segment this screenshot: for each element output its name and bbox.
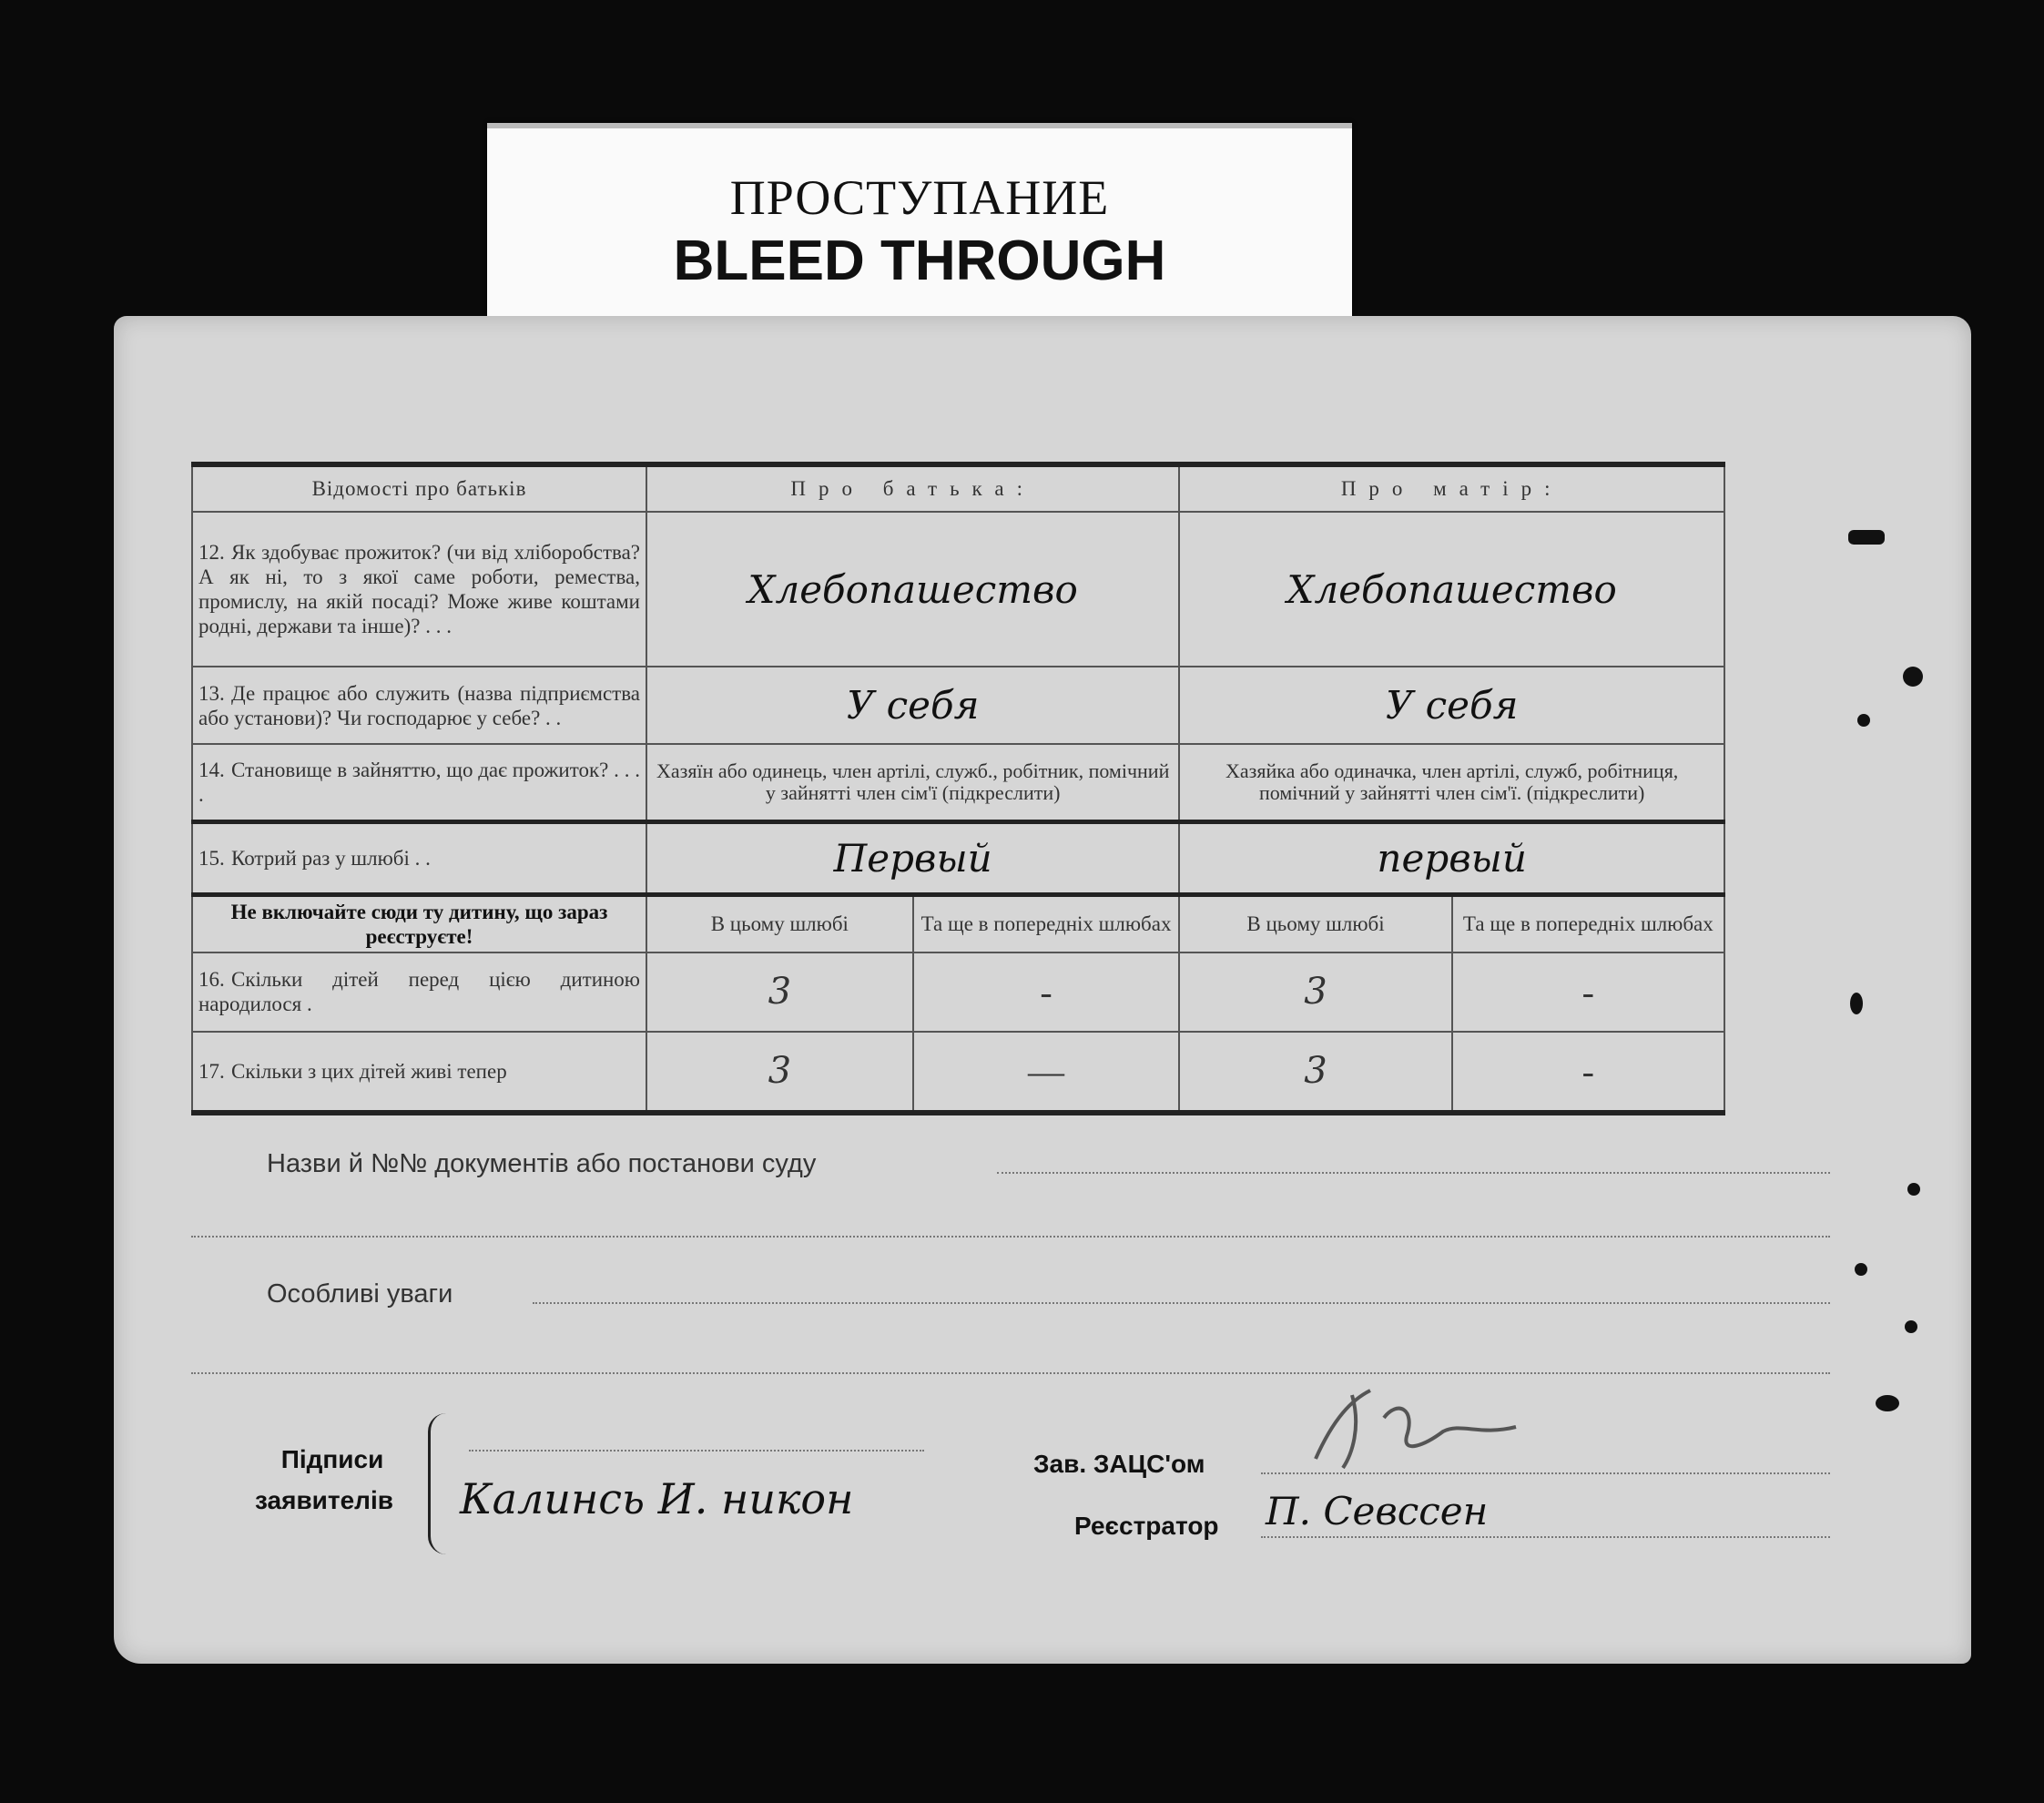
- question-number: 17.: [198, 1059, 225, 1083]
- label-line-russian: ПРОСТУПАНИЕ: [729, 170, 1110, 225]
- answer-16-mother: [1179, 952, 1724, 1032]
- header-about-mother: Про матір:: [1179, 464, 1724, 512]
- answer-15-mother: первый: [1179, 821, 1724, 894]
- answer-17-mother-this: 3: [1180, 1033, 1452, 1110]
- answer-13-mother: У себя: [1179, 667, 1724, 744]
- answer-12-father: Хлебопашество: [646, 512, 1179, 667]
- registrar-label: Реєстратор: [1074, 1512, 1219, 1540]
- remarks-dotted-line: [533, 1302, 1830, 1304]
- father-this-marriage-header: В цьому шлюбі: [647, 897, 914, 952]
- question-14: [192, 744, 646, 821]
- registrar-signature: П. Севссен: [1266, 1489, 1489, 1533]
- punch-hole-mark: [1905, 1320, 1917, 1333]
- answer-17-father-this: 3: [647, 1033, 914, 1110]
- answer-17-mother: [1179, 1032, 1724, 1113]
- header-about-father: Про батька:: [646, 464, 1179, 512]
- punch-hole-mark: [1848, 530, 1885, 545]
- head-signature-scribble: [1297, 1381, 1534, 1482]
- children-note: Не включайте сюди ту дитину, що зараз реєструєте!: [192, 894, 646, 952]
- question-number: 15.: [198, 846, 225, 870]
- table-row: [192, 667, 1724, 744]
- answer-15-father: Первый: [646, 821, 1179, 894]
- mother-this-marriage-header: В цьому шлюбі: [1180, 897, 1452, 952]
- answer-16-mother-this: 3: [1180, 953, 1452, 1031]
- answer-13-father: У себя: [646, 667, 1179, 744]
- table-row: [192, 512, 1724, 667]
- documents-dotted-line: [997, 1172, 1830, 1174]
- answer-17-mother-prev: -: [1581, 1050, 1594, 1092]
- question-text: Становище в зайняттю, що дає прожиток? . . . .: [198, 758, 640, 806]
- question-17: [192, 1032, 646, 1113]
- father-children-header: [646, 894, 1179, 952]
- options-14-mother: Хазяйка або одиначка, член артілі, служб, робітниця, помічний у зайнятті член сім'ї. (підкреслити): [1179, 744, 1724, 821]
- question-15: [192, 821, 646, 894]
- head-of-registry-label: Зав. ЗАЦС'ом: [1033, 1450, 1205, 1478]
- form-sheet: [114, 316, 1971, 1664]
- question-number: 14.: [198, 758, 225, 781]
- answer-12-mother: Хлебопашество: [1179, 512, 1724, 667]
- punch-hole-mark: [1907, 1183, 1920, 1196]
- punch-hole-mark: [1903, 667, 1923, 687]
- bleed-through-label-card: [487, 123, 1352, 342]
- question-text: Як здобуває прожиток? (чи від хліборобства? А як ні, то з якої саме роботи, ремества, промислу, на якій посаді? Може живе коштами родні, держави та інше)? . . .: [198, 541, 640, 637]
- question-number: 13.: [198, 681, 225, 705]
- answer-16-father: [646, 952, 1179, 1032]
- registrar-signature-line: [1261, 1536, 1830, 1538]
- table-row: [192, 952, 1724, 1032]
- answer-16-father-this: 3: [647, 953, 914, 1031]
- question-text: Скільки з цих дітей живі тепер: [231, 1059, 507, 1083]
- punch-hole-mark: [1857, 714, 1870, 727]
- header-parents-info: Відомості про батьків: [192, 464, 646, 512]
- remarks-dotted-line-2: [191, 1372, 1830, 1374]
- documents-dotted-line-2: [191, 1236, 1830, 1238]
- documents-label: Назви й №№ документів або постанови суду: [267, 1149, 817, 1178]
- answer-16-mother-prev: -: [1581, 971, 1594, 1013]
- punch-hole-mark: [1855, 1263, 1867, 1276]
- applicants-brace: [428, 1413, 449, 1554]
- parents-info-table: [191, 462, 1725, 1115]
- children-header-row: [192, 894, 1724, 952]
- punch-hole-mark: [1850, 993, 1863, 1014]
- question-text: Котрий раз у шлюбі . .: [231, 846, 431, 870]
- mother-children-header: [1179, 894, 1724, 952]
- applicant-signature-line-1: [469, 1450, 924, 1452]
- question-12: [192, 512, 646, 667]
- table-row: [192, 821, 1724, 894]
- question-text: Скільки дітей перед цією дитиною народилося .: [198, 968, 640, 1015]
- question-number: 12.: [198, 541, 225, 564]
- punch-hole-mark: [1876, 1395, 1899, 1411]
- table-row: [192, 744, 1724, 821]
- mother-previous-marriages-header: Та ще в попередніх шлюбах: [1462, 912, 1714, 935]
- question-16: [192, 952, 646, 1032]
- answer-17-father-prev: —: [1028, 1050, 1064, 1092]
- applicants-label-line1: Підписи: [280, 1445, 384, 1473]
- table-header-row: [192, 464, 1724, 512]
- answer-16-father-prev: -: [1040, 971, 1053, 1013]
- remarks-label: Особливі уваги: [267, 1279, 453, 1309]
- father-previous-marriages-header: Та ще в попередніх шлюбах: [920, 912, 1172, 935]
- question-number: 16.: [198, 968, 225, 991]
- applicants-label-line2: заявителів: [255, 1486, 393, 1514]
- question-text: Де працює або служить (назва підприємства або установи)? Чи господарює у себе? . .: [198, 681, 640, 729]
- label-line-english: BLEED THROUGH: [673, 229, 1166, 292]
- options-14-father: Хазяїн або одинець, член артілі, служб., робітник, помічний у зайнятті член сім'ї (підкреслити): [646, 744, 1179, 821]
- applicant-signature: Калинсь И. никон: [460, 1474, 854, 1523]
- answer-17-father: [646, 1032, 1179, 1113]
- question-13: [192, 667, 646, 744]
- table-row: [192, 1032, 1724, 1113]
